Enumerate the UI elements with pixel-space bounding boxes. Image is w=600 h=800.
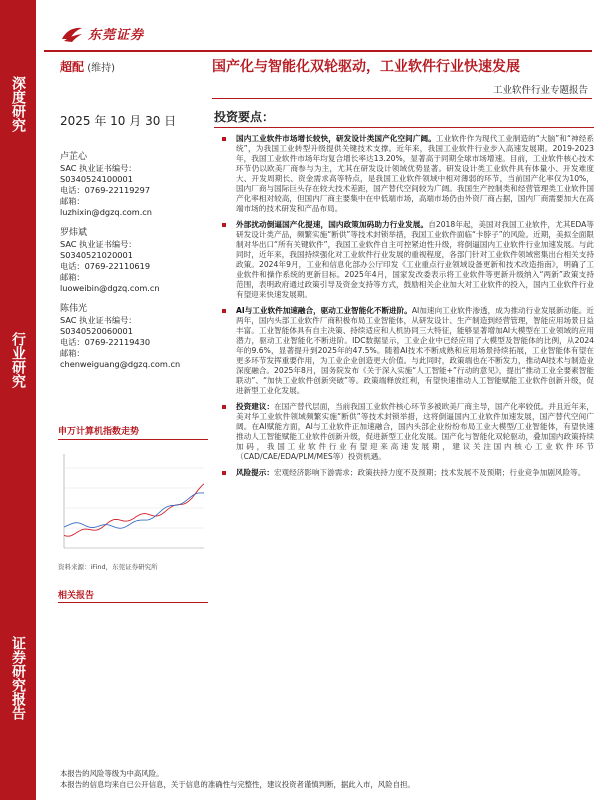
- investment-point: [214, 468, 594, 478]
- logo-text: 东莞证券: [88, 28, 145, 43]
- bullet-square-icon: [222, 471, 226, 475]
- analyst-phone: 电话：0769-22110619: [60, 261, 151, 271]
- related-reports-divider: [58, 602, 208, 603]
- report-subtitle: 工业软件行业专题报告: [492, 85, 588, 96]
- analyst-email-label: 邮箱：: [60, 348, 85, 358]
- analyst-cert: S0340521020001: [60, 250, 133, 260]
- sidebar-label-securities-report: 证券研究报告: [10, 636, 26, 720]
- analyst-email[interactable]: chenweiguang@dgzq.com.cn: [60, 359, 181, 369]
- disclaimer-footer: [60, 768, 580, 790]
- rating-main: 超配: [60, 60, 85, 74]
- analyst-name: 罗炜斌: [60, 228, 88, 238]
- point-lead: 外部扰动倒逼国产化提速，国内政策加码助力行业发展。: [236, 220, 429, 229]
- investment-point: [214, 402, 594, 462]
- chart-title-divider: [58, 439, 208, 440]
- sidebar-label-research-depth: 深度研究: [10, 76, 26, 132]
- investment-point: [214, 220, 594, 300]
- analyst-email[interactable]: luzhixin@dgzq.com.cn: [60, 207, 152, 217]
- sidebar: [0, 0, 36, 800]
- point-lead: 风险提示：: [236, 468, 274, 477]
- analyst-cert-label: SAC 执业证书编号：: [60, 239, 137, 249]
- chart-title: 申万计算机指数走势: [58, 427, 140, 437]
- index-trend-plot: [58, 444, 208, 560]
- bullet-square-icon: [222, 137, 226, 141]
- report-date: 2025 年 10 月 30 日: [60, 114, 177, 128]
- report-title: 国产化与智能化双轮驱动，工业软件行业快速发展: [212, 59, 520, 75]
- sidebar-label-industry-research: 行业研究: [10, 332, 26, 388]
- index-trend-chart: [58, 424, 208, 571]
- investment-highlights: [214, 108, 594, 484]
- subtitle-divider: [212, 98, 592, 99]
- company-logo: [60, 24, 144, 43]
- information-disclaimer: 本报告的信息均来自已公开信息，关于信息的准确性与完整性，建议投资者谨慎判断，据此入市，风险自担。: [60, 780, 415, 789]
- plot-background: [58, 444, 208, 560]
- analyst-name: 卢芷心: [60, 152, 88, 162]
- bullet-square-icon: [222, 405, 226, 409]
- investment-point: [214, 306, 594, 396]
- analyst-card: [60, 152, 208, 218]
- analyst-cert: S0340524100001: [60, 174, 133, 184]
- bullet-square-icon: [222, 223, 226, 227]
- header-divider: [44, 50, 592, 52]
- analyst-phone: 电话：0769-22119297: [60, 185, 151, 195]
- point-body: 在国产替代层面，当前我国工业软件核心环节多被欧美厂商主导，国产化率较低。并且近年来，美对华工业软件领域频繁实施“断供”等技术封锁举措，这将倒逼国内工业软件加速发展，国产替代空间广阔。在AI赋能方面，AI与工业软件正加速融合，国内头部企业纷纷布局工业大模型/工业智能体，有望快速推动人工智能赋能工业软件创新升级，促进新型工业化发展。国产化与智能化双轮驱动，叠加国内政策持续加码，我国工业软件行业有望迎来高速发展期，建议关注国内核心工业软件环节（CAD/CAE/EDA/PLM/MES等）投资机遇。: [236, 402, 595, 461]
- point-body: AI加速向工业软件渗透，成为推动行业发展新动能。近两年，国内头部工业软件厂商积极布局工业智能体，从研发设计、生产制造到经营管理，智能应用场景日益丰富。工业智能体具有自主决策、持续适应和人机协同三大特征，能够显著增加AI大模型在工业领域的应用潜力，驱动工业智能化不断进阶。IDC数据显示，工业企业中已经应用了大模型及智能体的比例，从2024年的9.6%，显著提升到2025年的47.5%。随着AI技术不断成熟和应用场景持续拓展，工业智能体有望在更多环节发挥重要作用，为工业企业创造更大价值。与此同时，政策端也在不断发力，推动AI技术与制造业深度融合。2025年8月，国务院发布《关于深入实施“人工智能+”行动的意见》，提出“推动工业全要素智能联动”、“加快工业软件创新突破”等。政策端释放红利，有望快速推动人工智能赋能工业软件创新升级，促进新型工业化发展。: [236, 306, 595, 395]
- point-lead: AI与工业软件加速融合，驱动工业智能化不断进阶。: [236, 306, 412, 315]
- point-lead: 投资建议：: [236, 402, 275, 411]
- analyst-name: 陈伟光: [60, 304, 88, 314]
- rating-sub: (维持): [87, 63, 116, 74]
- analyst-cert-label: SAC 执业证书编号：: [60, 315, 137, 325]
- investment-point: [214, 134, 594, 214]
- related-reports-heading: 相关报告: [58, 591, 95, 601]
- risk-level-note: 本报告的风险等级为中高风险。: [60, 769, 164, 778]
- analyst-card: [60, 228, 208, 294]
- analyst-list: [60, 152, 208, 380]
- analyst-cert-label: SAC 执业证书编号：: [60, 163, 137, 173]
- point-lead: 国内工业软件市场增长较快，研发设计类国产化空间广阔。: [236, 134, 436, 143]
- analyst-email-label: 邮箱：: [60, 272, 85, 282]
- bullet-square-icon: [222, 309, 226, 313]
- analyst-email[interactable]: luoweibin@dgzq.com.cn: [60, 283, 160, 293]
- analyst-email-label: 邮箱：: [60, 196, 85, 206]
- chart-source: 资料来源：iFind，东莞证券研究所: [58, 563, 158, 571]
- point-body: 自2018年起，美国对我国工业软件，尤其EDA等研发设计类产品，频繁实施“断供”等技术封锁举措，我国工业软件面临“卡脖子”的风险。近期，美拟全面限制对华出口“所有关键软件”，我国工业软件自主可控紧迫性升级，将倒逼国内工业软件行业加速发展。与此同时，近年来，我国持续强化对工业软件行业发展的重视程度，各部门针对工业软件领域密集出台相关支持政策。2024年9月，工业和信息化部办公厅印发《工业重点行业领域设备更新和技术改造指南》，明确了工业软件和操作系统的更新目标。2025年4月，国家发改委表示将工业软件等更新升级纳入“两新”政策支持范围，表明政府通过政策引导及资金支持等方式，鼓励相关企业加大对工业软件的投入，国内工业软件行业有望迎来快速发展期。: [236, 220, 594, 299]
- investment-heading: 投资要点：: [214, 108, 594, 128]
- analyst-cert: S0340520060001: [60, 326, 133, 336]
- analyst-phone: 电话：0769-22119430: [60, 337, 151, 347]
- logo-emblem-icon: [60, 25, 84, 43]
- point-body: 工业软件作为现代工业制造的“大脑”和“神经系统”，为我国工业转型升级提供关键技术支撑。近年来，我国工业软件行业步入高速发展期。2019-2023年，我国工业软件市场年均复合增长率达13.20%，显著高于同期全球市场增速。目前，工业软件核心技术环节仍以欧美厂商参与为主，尤其在研发设计领域优势显著。研发设计类工业软件具有体量小、开发难度大、开发周期长、资金需求高等特点，是我国工业软件领域中相对薄弱的环节，当前国产化率仅为10%，国内厂商与国际巨头存在较大技术差距，国产替代空间较为广阔。我国生产控制类和经营管理类工业软件国产化率相对较高，但国内厂商主要集中在中低端市场，高端市场仍由外资厂商占据，国内厂商需要加大在高端市场的技术研发和产品布局。: [236, 134, 594, 213]
- point-body: 宏观经济影响下游需求；政策扶持力度不及预期；技术发展不及预期；行业竞争加剧风险等。: [273, 468, 586, 477]
- rating-block: [60, 58, 115, 75]
- analyst-card: [60, 304, 208, 370]
